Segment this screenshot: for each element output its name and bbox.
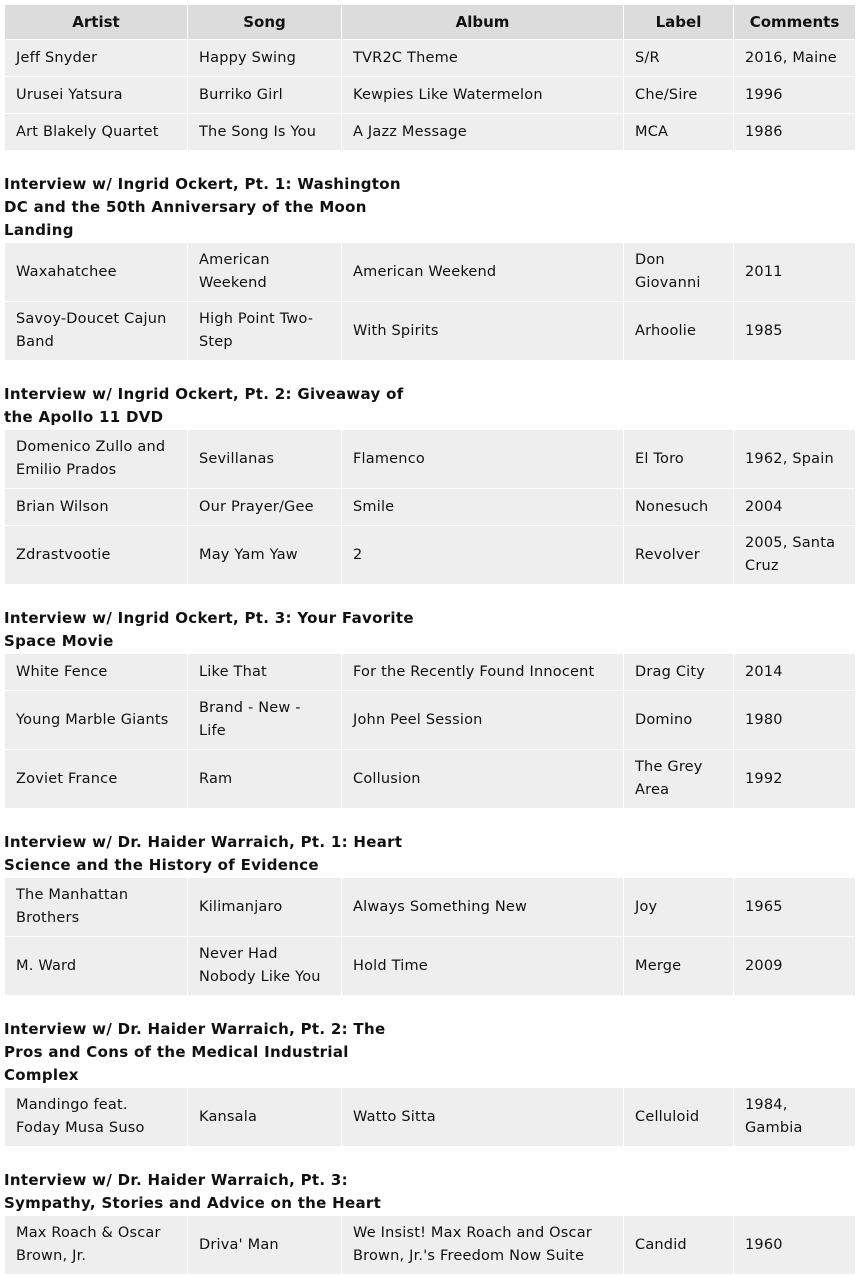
table-row	[5, 489, 856, 526]
table-row	[5, 40, 856, 77]
table-row	[5, 750, 856, 809]
playlist-table	[4, 1087, 856, 1147]
artist-cell: The Manhattan Brothers	[5, 878, 188, 937]
playlist-table	[4, 429, 856, 585]
artist-cell: Max Roach & Oscar Brown, Jr.	[5, 1216, 188, 1275]
song-cell: Our Prayer/Gee	[188, 489, 342, 526]
label-cell: Domino	[624, 691, 734, 750]
artist-cell: Savoy-Doucet Cajun Band	[5, 302, 188, 361]
label-cell: Don Giovanni	[624, 243, 734, 302]
comments-cell: 1965	[734, 878, 856, 937]
label-cell: Celluloid	[624, 1088, 734, 1147]
artist-cell: Waxahatchee	[5, 243, 188, 302]
artist-cell: Mandingo feat. Foday Musa Suso	[5, 1088, 188, 1147]
album-cell: We Insist! Max Roach and Oscar Brown, Jr.'s Freedom Now Suite	[342, 1216, 624, 1275]
table-row	[5, 114, 856, 151]
table-row	[5, 691, 856, 750]
comments-cell: 1992	[734, 750, 856, 809]
album-cell: With Spirits	[342, 302, 624, 361]
segment-heading: Interview w/ Ingrid Ockert, Pt. 2: Giveaway of the Apollo 11 DVD	[4, 385, 404, 426]
table-row	[5, 937, 856, 996]
album-cell: American Weekend	[342, 243, 624, 302]
artist-cell: Domenico Zullo and Emilio Prados	[5, 430, 188, 489]
playlist-table	[4, 4, 856, 151]
song-cell: Kilimanjaro	[188, 878, 342, 937]
song-cell: Happy Swing	[188, 40, 342, 77]
table-row	[5, 243, 856, 302]
label-cell: Drag City	[624, 654, 734, 691]
song-cell: Kansala	[188, 1088, 342, 1147]
playlist-table	[4, 877, 856, 996]
artist-cell: Jeff Snyder	[5, 40, 188, 77]
song-cell: Brand - New - Life	[188, 691, 342, 750]
table-row	[5, 654, 856, 691]
comments-cell: 1985	[734, 302, 856, 361]
playlist-table	[4, 653, 856, 809]
artist-cell: Urusei Yatsura	[5, 77, 188, 114]
label-cell: Che/Sire	[624, 77, 734, 114]
album-cell: TVR2C Theme	[342, 40, 624, 77]
album-cell: Watto Sitta	[342, 1088, 624, 1147]
artist-cell: Young Marble Giants	[5, 691, 188, 750]
song-cell: High Point Two-Step	[188, 302, 342, 361]
column-header-artist: Artist	[5, 5, 188, 40]
album-cell: Flamenco	[342, 430, 624, 489]
table-row	[5, 1216, 856, 1275]
album-cell: John Peel Session	[342, 691, 624, 750]
comments-cell: 1980	[734, 691, 856, 750]
comments-cell: 1962, Spain	[734, 430, 856, 489]
song-cell: Burriko Girl	[188, 77, 342, 114]
album-cell: A Jazz Message	[342, 114, 624, 151]
artist-cell: Art Blakely Quartet	[5, 114, 188, 151]
artist-cell: M. Ward	[5, 937, 188, 996]
comments-cell: 2016, Maine	[734, 40, 856, 77]
table-row	[5, 77, 856, 114]
album-cell: Hold Time	[342, 937, 624, 996]
label-cell: The Grey Area	[624, 750, 734, 809]
table-row	[5, 526, 856, 585]
comments-cell: 1996	[734, 77, 856, 114]
segment-heading: Interview w/ Dr. Haider Warraich, Pt. 3: Sympathy, Stories and Advice on the Heart	[4, 1171, 382, 1212]
song-cell: Sevillanas	[188, 430, 342, 489]
column-header-comments: Comments	[734, 5, 856, 40]
comments-cell: 1984, Gambia	[734, 1088, 856, 1147]
column-header-album: Album	[342, 5, 624, 40]
album-cell: For the Recently Found Innocent	[342, 654, 624, 691]
table-row	[5, 878, 856, 937]
album-cell: 2	[342, 526, 624, 585]
segment-heading: Interview w/ Dr. Haider Warraich, Pt. 2: The Pros and Cons of the Medical Industrial Complex	[4, 1020, 386, 1084]
song-cell: Driva' Man	[188, 1216, 342, 1275]
playlist-table	[4, 1215, 856, 1275]
artist-cell: White Fence	[5, 654, 188, 691]
table-row	[5, 1088, 856, 1147]
segment-heading: Interview w/ Ingrid Ockert, Pt. 3: Your Favorite Space Movie	[4, 609, 414, 650]
label-cell: Arhoolie	[624, 302, 734, 361]
album-cell: Always Something New	[342, 878, 624, 937]
album-cell: Smile	[342, 489, 624, 526]
album-cell: Collusion	[342, 750, 624, 809]
segment-heading: Interview w/ Dr. Haider Warraich, Pt. 1: Heart Science and the History of Evidence	[4, 833, 403, 874]
song-cell: May Yam Yaw	[188, 526, 342, 585]
song-cell: American Weekend	[188, 243, 342, 302]
album-cell: Kewpies Like Watermelon	[342, 77, 624, 114]
artist-cell: Brian Wilson	[5, 489, 188, 526]
comments-cell: 2014	[734, 654, 856, 691]
song-cell: Ram	[188, 750, 342, 809]
label-cell: Revolver	[624, 526, 734, 585]
label-cell: Joy	[624, 878, 734, 937]
comments-cell: 2005, Santa Cruz	[734, 526, 856, 585]
table-row	[5, 430, 856, 489]
comments-cell: 2011	[734, 243, 856, 302]
artist-cell: Zoviet France	[5, 750, 188, 809]
comments-cell: 1960	[734, 1216, 856, 1275]
song-cell: The Song Is You	[188, 114, 342, 151]
label-cell: El Toro	[624, 430, 734, 489]
label-cell: Candid	[624, 1216, 734, 1275]
table-row	[5, 302, 856, 361]
comments-cell: 2009	[734, 937, 856, 996]
artist-cell: Zdrastvootie	[5, 526, 188, 585]
playlist-table	[4, 242, 856, 361]
column-header-label: Label	[624, 5, 734, 40]
song-cell: Like That	[188, 654, 342, 691]
column-header-song: Song	[188, 5, 342, 40]
header-row	[5, 5, 856, 40]
label-cell: Merge	[624, 937, 734, 996]
label-cell: Nonesuch	[624, 489, 734, 526]
label-cell: MCA	[624, 114, 734, 151]
song-cell: Never Had Nobody Like You	[188, 937, 342, 996]
comments-cell: 2004	[734, 489, 856, 526]
comments-cell: 1986	[734, 114, 856, 151]
label-cell: S/R	[624, 40, 734, 77]
segment-heading: Interview w/ Ingrid Ockert, Pt. 1: Washington DC and the 50th Anniversary of the Moon Landing	[4, 175, 401, 239]
